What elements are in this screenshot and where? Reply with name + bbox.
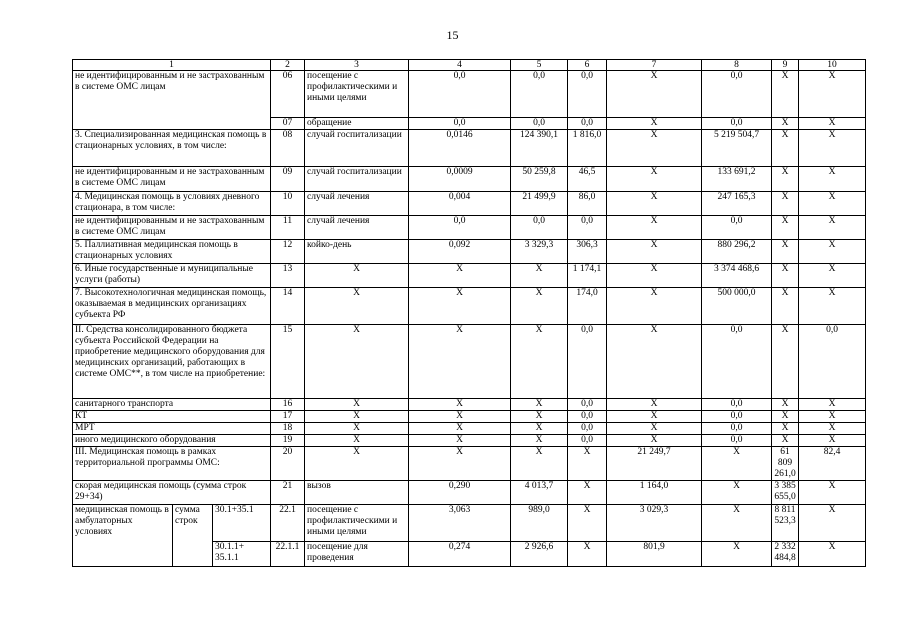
- row-code: 17: [271, 411, 305, 423]
- header-cell: 2: [271, 60, 305, 71]
- header-cell: 9: [772, 60, 799, 71]
- row-name: не идентифицированным и не застрахованным в системе ОМС лицам: [73, 216, 271, 240]
- table-row: [73, 411, 866, 423]
- cell-c5: 4 013,7: [511, 481, 568, 505]
- row-code: 07: [271, 118, 305, 130]
- cell-c7: 801,9: [607, 542, 702, 567]
- row-code: 22.1.1: [271, 542, 305, 567]
- cell-c7: X: [607, 411, 702, 423]
- row-unit: посещение для проведения: [305, 542, 409, 567]
- cell-c10: X: [799, 216, 866, 240]
- cell-c6: 1 816,0: [568, 130, 607, 167]
- cell-c8: 0,0: [702, 435, 772, 447]
- header-cell: 8: [702, 60, 772, 71]
- cell-c4: X: [409, 325, 511, 399]
- cell-c8: X: [702, 505, 772, 542]
- cell-c5: 3 329,3: [511, 240, 568, 264]
- cell-c9: X: [772, 264, 799, 288]
- cell-c7: X: [607, 288, 702, 325]
- cell-c6: 0,0: [568, 399, 607, 411]
- cell-c8: 3 374 468,6: [702, 264, 772, 288]
- header-cell: 10: [799, 60, 866, 71]
- row-unit: случай лечения: [305, 192, 409, 216]
- table-row: [73, 264, 866, 288]
- cell-c7: X: [607, 167, 702, 192]
- table-row: [73, 435, 866, 447]
- row-name: III. Медицинская помощь в рамках территориальной программы ОМС:: [73, 447, 271, 481]
- cell-c8: 0,0: [702, 71, 772, 118]
- row-name: скорая медицинская помощь (сумма строк 29+34): [73, 481, 271, 505]
- cell-c10: X: [799, 435, 866, 447]
- row-unit: X: [305, 411, 409, 423]
- cell-c6: X: [568, 481, 607, 505]
- row-name: II. Средства консолидированного бюджета субъекта Российской Федерации на приобретение медицинского оборудования для медицинских организаций, работающих в системе ОМС**, в том числе на приобретение:: [73, 325, 271, 399]
- cell-c7: X: [607, 264, 702, 288]
- cell-c10: 0,0: [799, 325, 866, 399]
- cell-c10: X: [799, 288, 866, 325]
- table-row: [73, 192, 866, 216]
- cell-c9: 8 811 523,3: [772, 505, 799, 542]
- row-unit: X: [305, 399, 409, 411]
- cell-c10: X: [799, 192, 866, 216]
- row-code: 11: [271, 216, 305, 240]
- cell-c4: 0,0146: [409, 130, 511, 167]
- cell-c10: X: [799, 264, 866, 288]
- cell-c6: 0,0: [568, 435, 607, 447]
- cell-c9: X: [772, 288, 799, 325]
- header-cell: 1: [73, 60, 271, 71]
- cell-c10: X: [799, 542, 866, 567]
- cell-c7: X: [607, 71, 702, 118]
- cell-c7: 1 164,0: [607, 481, 702, 505]
- cell-c8: X: [702, 542, 772, 567]
- cell-c6: 0,0: [568, 118, 607, 130]
- cell-c5: 0,0: [511, 216, 568, 240]
- row-name: 6. Иные государственные и муниципальные услуги (работы): [73, 264, 271, 288]
- row-name-main: медицинская помощь в амбулаторных условиях: [73, 505, 173, 567]
- cell-c5: 0,0: [511, 71, 568, 118]
- cell-c5: X: [511, 264, 568, 288]
- cell-c9: X: [772, 240, 799, 264]
- cell-c8: 5 219 504,7: [702, 130, 772, 167]
- cell-c10: X: [799, 167, 866, 192]
- cell-c4: X: [409, 399, 511, 411]
- row-name: 4. Медицинская помощь в условиях дневного стационара, в том числе:: [73, 192, 271, 216]
- cell-c9: X: [772, 71, 799, 118]
- cell-c10: X: [799, 71, 866, 118]
- table-row: [73, 399, 866, 411]
- row-unit: X: [305, 325, 409, 399]
- cell-c9: X: [772, 167, 799, 192]
- row-name: санитарного транспорта: [73, 399, 271, 411]
- cell-c6: 174,0: [568, 288, 607, 325]
- cell-c7: 21 249,7: [607, 447, 702, 481]
- header-cell: 5: [511, 60, 568, 71]
- row-unit: случай госпитализации: [305, 130, 409, 167]
- cell-c9: X: [772, 216, 799, 240]
- row-name-sum: сумма строк: [173, 505, 213, 567]
- cell-c9: X: [772, 411, 799, 423]
- cell-c8: 0,0: [702, 423, 772, 435]
- cell-c6: 0,0: [568, 325, 607, 399]
- header-cell: 7: [607, 60, 702, 71]
- row-code: 14: [271, 288, 305, 325]
- table-row: [73, 130, 866, 167]
- cell-c4: 0,0: [409, 216, 511, 240]
- header-row: [73, 60, 866, 71]
- table-row: [73, 423, 866, 435]
- cell-c4: X: [409, 264, 511, 288]
- cell-c8: 0,0: [702, 411, 772, 423]
- cell-c5: X: [511, 325, 568, 399]
- header-cell: 4: [409, 60, 511, 71]
- row-name: 3. Специализированная медицинская помощь в стационарных условиях, в том числе:: [73, 130, 271, 167]
- row-code: 15: [271, 325, 305, 399]
- table-row: [73, 71, 866, 118]
- header-cell: 3: [305, 60, 409, 71]
- cell-c5: 21 499,9: [511, 192, 568, 216]
- row-code: 19: [271, 435, 305, 447]
- cell-c9: X: [772, 423, 799, 435]
- cell-c6: 0,0: [568, 423, 607, 435]
- cell-c7: X: [607, 423, 702, 435]
- cell-c5: X: [511, 411, 568, 423]
- row-unit: случай лечения: [305, 216, 409, 240]
- row-unit: X: [305, 447, 409, 481]
- cell-c8: 0,0: [702, 216, 772, 240]
- cell-c9: X: [772, 130, 799, 167]
- row-code: 06: [271, 71, 305, 118]
- cell-c5: 989,0: [511, 505, 568, 542]
- row-unit: X: [305, 423, 409, 435]
- cell-c5: 124 390,1: [511, 130, 568, 167]
- cell-c10: 82,4: [799, 447, 866, 481]
- cell-c4: X: [409, 423, 511, 435]
- cell-c9: X: [772, 192, 799, 216]
- cell-c4: 0,0: [409, 71, 511, 118]
- row-unit: койко-день: [305, 240, 409, 264]
- cell-c8: 247 165,3: [702, 192, 772, 216]
- table-row: [73, 240, 866, 264]
- cell-c8: X: [702, 481, 772, 505]
- cell-c10: X: [799, 240, 866, 264]
- row-unit: посещение с профилактическими и иными целями: [305, 71, 409, 118]
- row-unit: вызов: [305, 481, 409, 505]
- cell-c8: 500 000,0: [702, 288, 772, 325]
- cell-c5: 0,0: [511, 118, 568, 130]
- cell-c9: X: [772, 325, 799, 399]
- cell-c4: 0,290: [409, 481, 511, 505]
- row-name: не идентифицированным и не застрахованным в системе ОМС лицам: [73, 71, 271, 130]
- cell-c6: 1 174,1: [568, 264, 607, 288]
- cell-c7: X: [607, 240, 702, 264]
- cell-c9: 3 385 655,0: [772, 481, 799, 505]
- row-name-formula: 30.1.1+ 35.1.1: [213, 542, 271, 567]
- cell-c6: X: [568, 505, 607, 542]
- cell-c6: 0,0: [568, 411, 607, 423]
- table-row: [73, 288, 866, 325]
- cell-c9: X: [772, 399, 799, 411]
- cell-c4: X: [409, 435, 511, 447]
- cell-c10: X: [799, 130, 866, 167]
- cell-c6: X: [568, 542, 607, 567]
- cell-c5: X: [511, 288, 568, 325]
- row-code: 09: [271, 167, 305, 192]
- cell-c6: X: [568, 447, 607, 481]
- row-unit: обращение: [305, 118, 409, 130]
- cell-c7: 3 029,3: [607, 505, 702, 542]
- cell-c7: X: [607, 130, 702, 167]
- row-name: не идентифицированным и не застрахованным в системе ОМС лицам: [73, 167, 271, 192]
- header-cell: 6: [568, 60, 607, 71]
- cell-c10: X: [799, 118, 866, 130]
- cell-c8: 0,0: [702, 399, 772, 411]
- cell-c4: 0,0: [409, 118, 511, 130]
- cell-c4: X: [409, 447, 511, 481]
- row-unit: X: [305, 264, 409, 288]
- cell-c4: 0,0009: [409, 167, 511, 192]
- row-name: иного медицинского оборудования: [73, 435, 271, 447]
- cell-c6: 0,0: [568, 71, 607, 118]
- cell-c9: 2 332 484,8: [772, 542, 799, 567]
- table-row: [73, 447, 866, 481]
- table-row: [73, 216, 866, 240]
- cell-c5: X: [511, 435, 568, 447]
- cell-c9: X: [772, 118, 799, 130]
- row-name: 5. Паллиативная медицинская помощь в стационарных условиях: [73, 240, 271, 264]
- page-number: 15: [446, 28, 459, 42]
- row-name: 7. Высокотехнологичная медицинская помощь, оказываемая в медицинских организациях субъекта РФ: [73, 288, 271, 325]
- cell-c4: 0,004: [409, 192, 511, 216]
- cell-c5: X: [511, 399, 568, 411]
- row-code: 20: [271, 447, 305, 481]
- cell-c5: X: [511, 447, 568, 481]
- cell-c7: X: [607, 399, 702, 411]
- row-code: 22.1: [271, 505, 305, 542]
- cell-c4: 3,063: [409, 505, 511, 542]
- cell-c5: 50 259,8: [511, 167, 568, 192]
- row-unit: случай госпитализации: [305, 167, 409, 192]
- cell-c5: X: [511, 423, 568, 435]
- row-code: 12: [271, 240, 305, 264]
- cell-c8: 0,0: [702, 325, 772, 399]
- cell-c10: X: [799, 411, 866, 423]
- cell-c4: X: [409, 411, 511, 423]
- cell-c7: X: [607, 118, 702, 130]
- cell-c8: 880 296,2: [702, 240, 772, 264]
- cell-c4: 0,274: [409, 542, 511, 567]
- cell-c8: 0,0: [702, 118, 772, 130]
- cell-c10: X: [799, 505, 866, 542]
- cell-c7: X: [607, 192, 702, 216]
- row-code: 13: [271, 264, 305, 288]
- row-unit: X: [305, 435, 409, 447]
- cell-c8: X: [702, 447, 772, 481]
- cell-c4: 0,092: [409, 240, 511, 264]
- cell-c7: X: [607, 325, 702, 399]
- cell-c9: X: [772, 435, 799, 447]
- cell-c4: X: [409, 288, 511, 325]
- row-code: 10: [271, 192, 305, 216]
- row-code: 21: [271, 481, 305, 505]
- table-row: [73, 325, 866, 399]
- row-unit: посещение с профилактическими и иными целями: [305, 505, 409, 542]
- cell-c6: 86,0: [568, 192, 607, 216]
- cell-c10: X: [799, 399, 866, 411]
- cell-c8: 133 691,2: [702, 167, 772, 192]
- cell-c6: 306,3: [568, 240, 607, 264]
- table-row: [73, 167, 866, 192]
- cell-c7: X: [607, 435, 702, 447]
- table-row: [73, 481, 866, 505]
- cell-c6: 0,0: [568, 216, 607, 240]
- cell-c10: X: [799, 423, 866, 435]
- cell-c6: 46,5: [568, 167, 607, 192]
- row-unit: X: [305, 288, 409, 325]
- row-code: 16: [271, 399, 305, 411]
- row-code: 08: [271, 130, 305, 167]
- row-code: 18: [271, 423, 305, 435]
- row-name-formula: 30.1+35.1: [213, 505, 271, 542]
- table-row: [73, 505, 866, 542]
- cell-c10: X: [799, 481, 866, 505]
- cell-c9: 61 809 261,0: [772, 447, 799, 481]
- cell-c5: 2 926,6: [511, 542, 568, 567]
- cell-c7: X: [607, 216, 702, 240]
- row-name: МРТ: [73, 423, 271, 435]
- data-table: [72, 59, 866, 567]
- row-name: КТ: [73, 411, 271, 423]
